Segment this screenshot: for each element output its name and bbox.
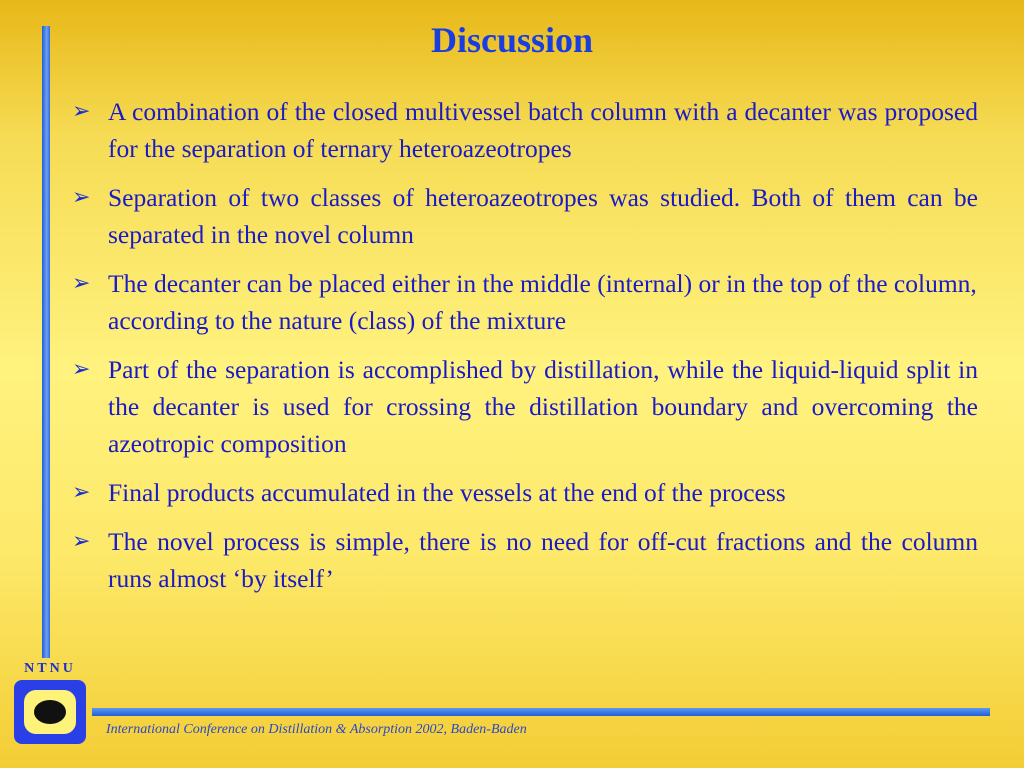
arrow-bullet-icon: ➢: [72, 99, 91, 124]
logo-center: [34, 700, 66, 724]
footer-text: International Conference on Distillation & Absorption 2002, Baden-Baden: [106, 722, 527, 737]
arrow-bullet-icon: ➢: [72, 480, 91, 505]
ntnu-logo-icon: [14, 680, 86, 744]
arrow-bullet-icon: ➢: [72, 357, 91, 382]
bullet-text: A combination of the closed multivessel batch column with a decanter was proposed for the separation of ternary heteroazeotropes: [108, 97, 978, 163]
logo-ring: [24, 690, 76, 734]
bullet-text: The decanter can be placed either in the middle (internal) or in the top of the column, according to the nature (class) of the mixture: [108, 269, 977, 335]
bullet-text: Part of the separation is accomplished by distillation, while the liquid-liquid split in the decanter is used for crossing the distillation boundary and overcoming the azeotropic composition: [108, 355, 978, 458]
bullet-item: [72, 351, 978, 462]
arrow-bullet-icon: ➢: [72, 185, 91, 210]
arrow-bullet-icon: ➢: [72, 271, 91, 296]
bullet-item: [72, 93, 978, 167]
bullet-list: [72, 93, 978, 609]
bullet-item: [72, 179, 978, 253]
bullet-text: The novel process is simple, there is no need for off-cut fractions and the column runs almost ‘by itself’: [108, 527, 978, 593]
vertical-accent-bar: [42, 26, 50, 658]
bullet-item: [72, 523, 978, 597]
arrow-bullet-icon: ➢: [72, 529, 91, 554]
logo-text: NTNU: [24, 661, 76, 676]
horizontal-accent-bar: [92, 708, 990, 716]
bullet-text: Final products accumulated in the vessels at the end of the process: [108, 478, 786, 507]
slide-title: Discussion: [430, 20, 594, 60]
bullet-item: [72, 474, 978, 511]
bullet-item: [72, 265, 978, 339]
bullet-text: Separation of two classes of heteroazeotropes was studied. Both of them can be separated in the novel column: [108, 183, 978, 249]
